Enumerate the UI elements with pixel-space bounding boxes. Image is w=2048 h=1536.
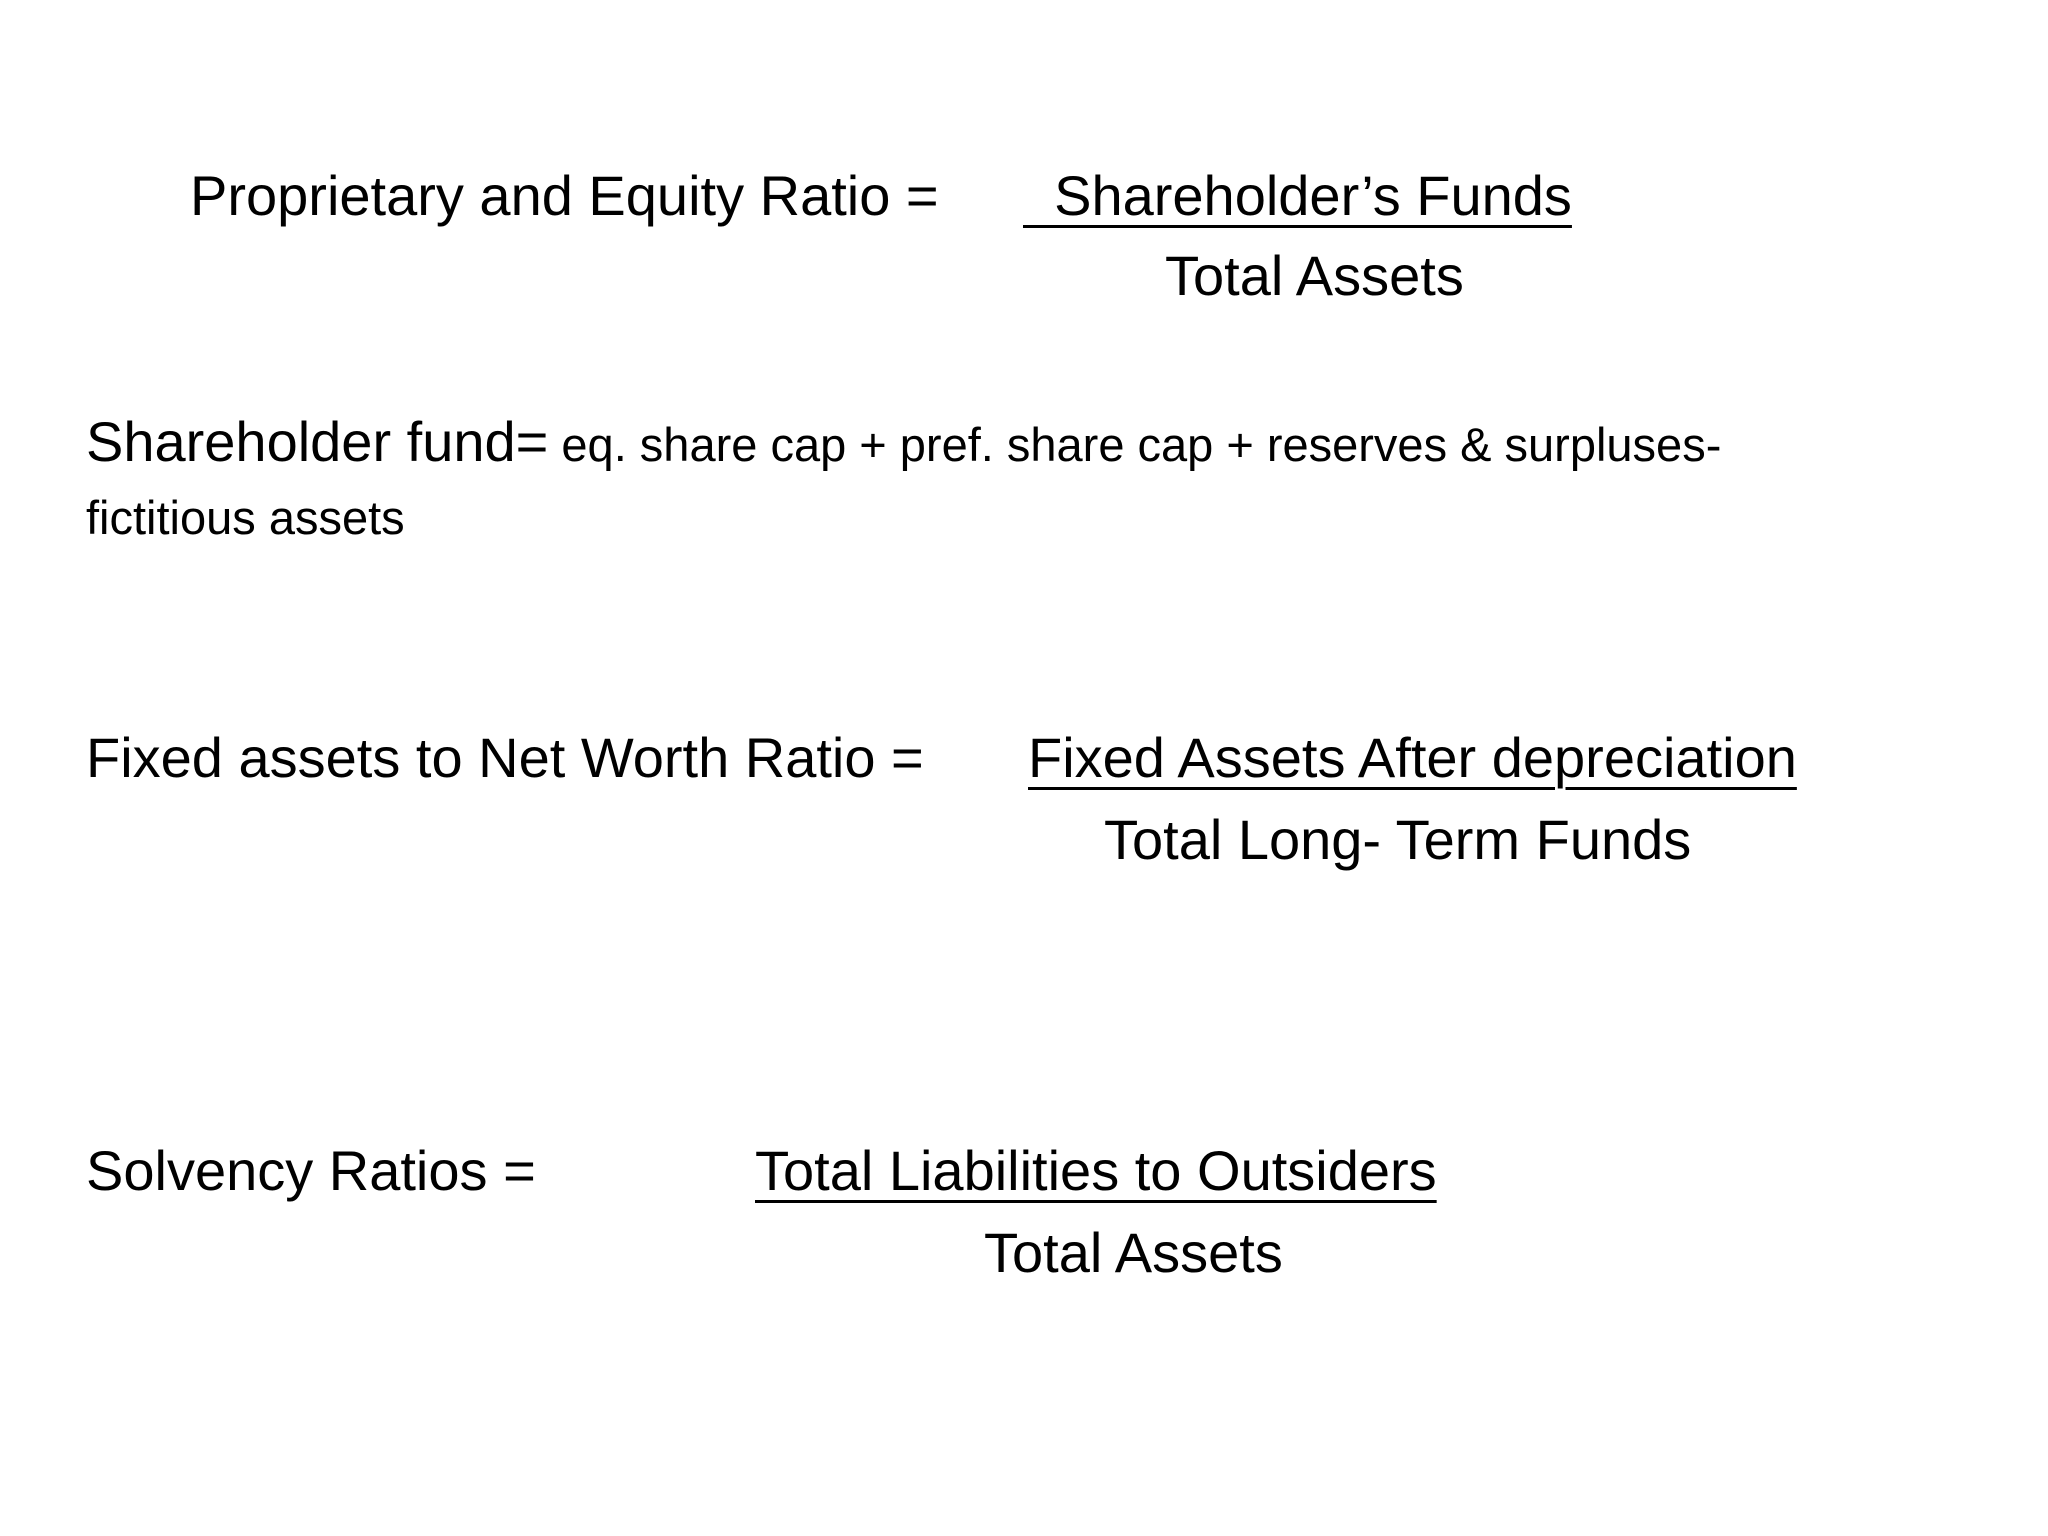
shareholder-fund-line1: [86, 410, 1722, 473]
shareholder-fund-label: Shareholder fund=: [86, 410, 549, 473]
proprietary-ratio-denominator: Total Assets: [1165, 244, 1464, 307]
fixed-assets-ratio-denominator: Total Long- Term Funds: [1104, 808, 1692, 871]
solvency-ratio-numerator: Total Liabilities to Outsiders: [755, 1139, 1437, 1202]
shareholder-fund-line2: fictitious assets: [86, 491, 405, 544]
solvency-ratio-label: Solvency Ratios =: [86, 1139, 536, 1202]
fixed-assets-ratio-label: Fixed assets to Net Worth Ratio =: [86, 726, 940, 789]
fixed-assets-ratio-numerator: Fixed Assets After depreciation: [1028, 726, 1797, 789]
solvency-ratio-denominator: Total Assets: [984, 1221, 1283, 1284]
proprietary-ratio-label: Proprietary and Equity Ratio =: [190, 164, 939, 227]
proprietary-ratio-numerator: Shareholder’s Funds: [1023, 164, 1572, 227]
shareholder-fund-definition: eq. share cap + pref. share cap + reserves & surpluses-: [548, 418, 1722, 471]
